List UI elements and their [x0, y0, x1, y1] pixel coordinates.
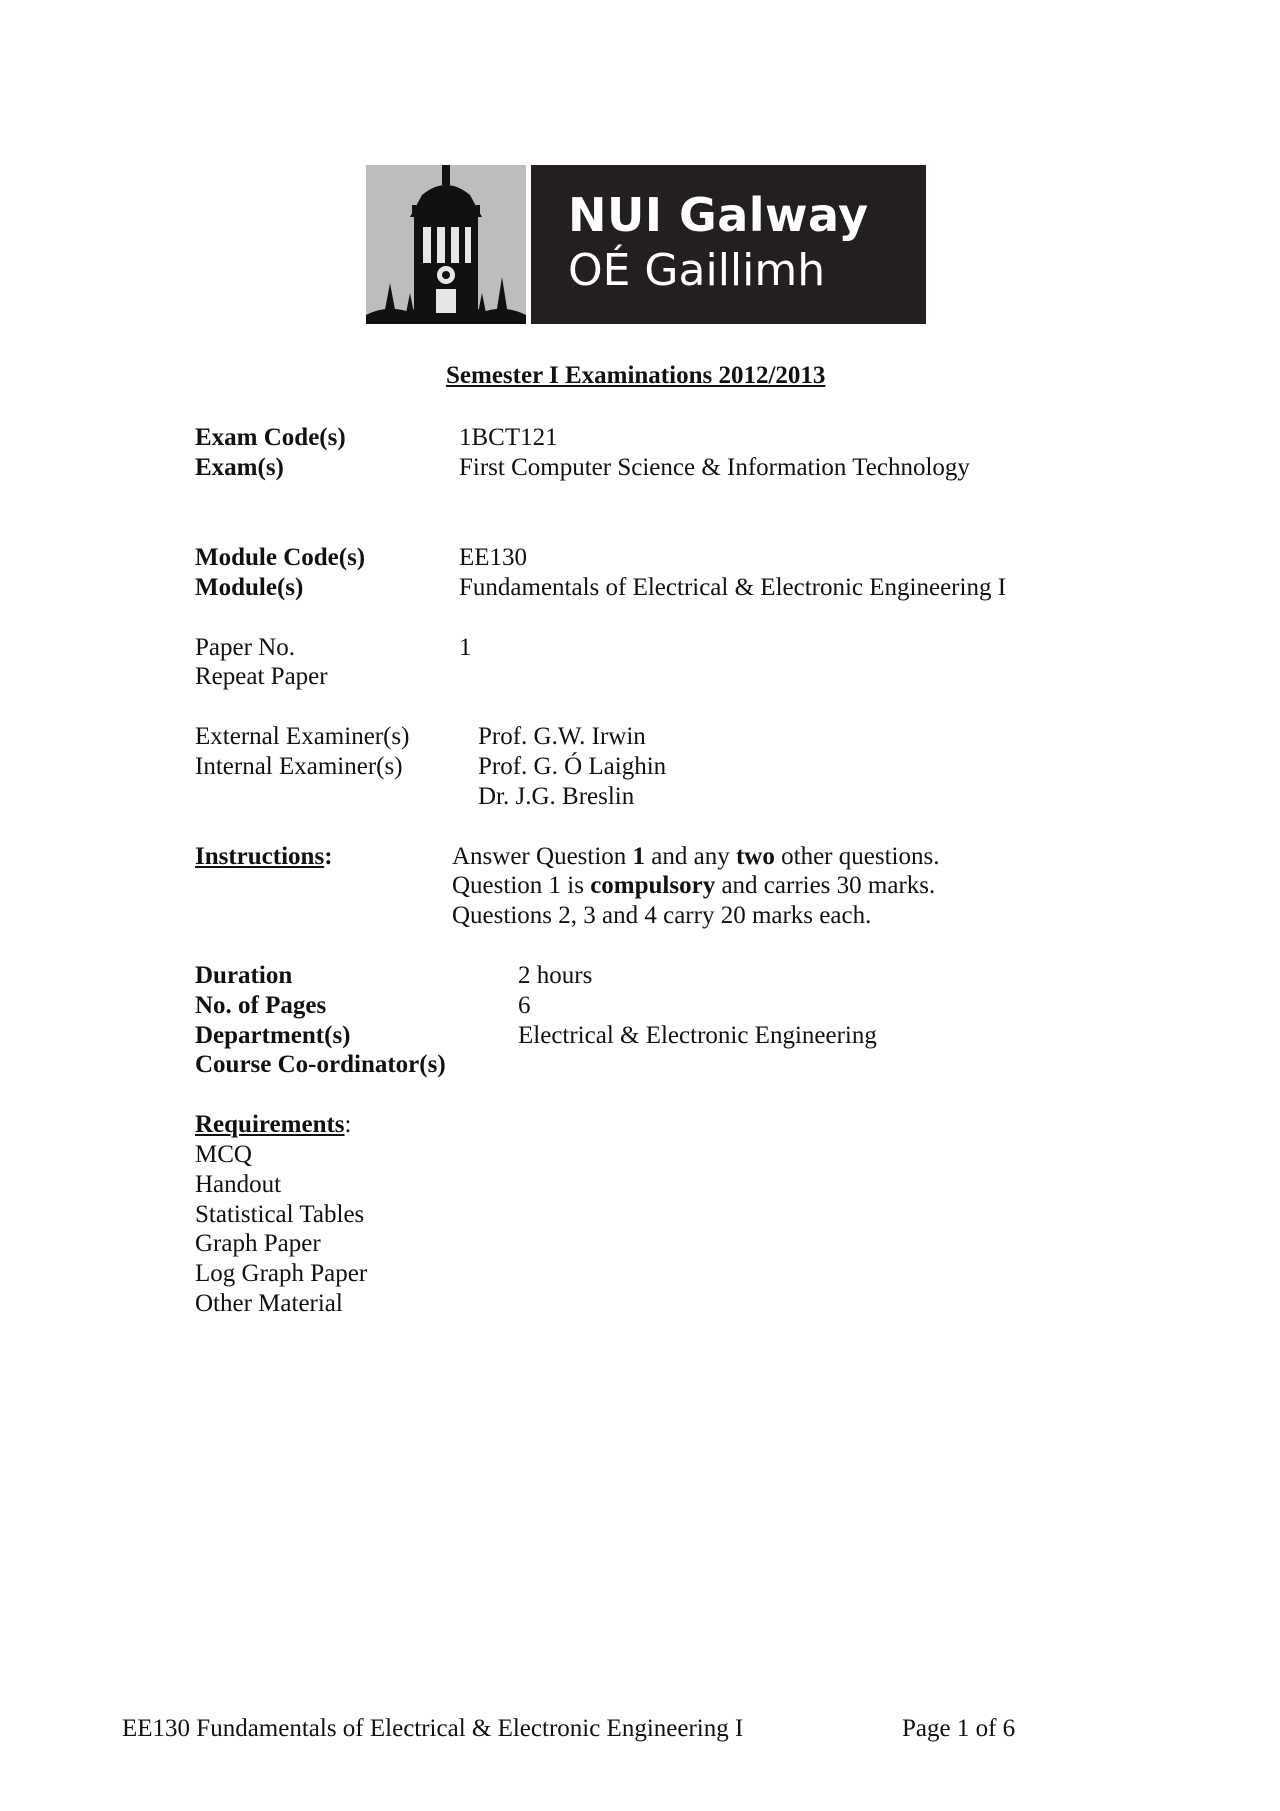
- text-run-bold: compulsory: [590, 872, 716, 899]
- pages-value: 6: [518, 992, 531, 1019]
- exam-name-label: Exam(s): [195, 454, 284, 481]
- instruction-line-3: Questions 2, 3 and 4 carry 20 marks each.: [452, 902, 872, 929]
- page-title: Semester I Examinations 2012/2013: [446, 362, 826, 389]
- requirements-colon: :: [344, 1111, 352, 1138]
- requirements-label: Requirements: [195, 1111, 345, 1138]
- duration-value: 2 hours: [518, 962, 593, 989]
- tower-emblem: [366, 165, 526, 324]
- text-run: Answer Question: [452, 843, 633, 870]
- paper-no-value: 1: [459, 634, 472, 661]
- coordinator-label: Course Co-ordinator(s): [195, 1051, 446, 1078]
- footer-page-number: Page 1 of 6: [902, 1715, 1016, 1742]
- instruction-line-2: [452, 871, 935, 901]
- text-run: and carries 30 marks.: [715, 872, 936, 899]
- internal-examiner-label: Internal Examiner(s): [195, 753, 403, 780]
- examiner-name: Prof. G. Ó Laighin: [478, 753, 667, 780]
- text-run: Question 1 is: [452, 872, 591, 899]
- instruction-line-1: [452, 842, 939, 872]
- duration-label: Duration: [195, 962, 293, 989]
- requirement-item: Log Graph Paper: [195, 1260, 368, 1287]
- text-run-bold: two: [735, 843, 775, 870]
- instructions-colon: :: [324, 843, 333, 870]
- exam-code-value: 1BCT121: [459, 424, 558, 451]
- paper-no-label: Paper No.: [195, 634, 295, 661]
- logo-name: NUI Galway: [568, 188, 869, 242]
- footer-module: EE130 Fundamentals of Electrical & Electronic Engineering I: [122, 1715, 744, 1742]
- university-logo: [366, 165, 926, 324]
- requirement-item: MCQ: [195, 1141, 252, 1168]
- module-code-label: Module Code(s): [195, 544, 366, 571]
- text-run-bold: 1: [632, 843, 646, 870]
- pages-label: No. of Pages: [195, 992, 327, 1019]
- instructions-label: Instructions: [195, 843, 325, 870]
- exam-name-value: First Computer Science & Information Technology: [459, 454, 970, 481]
- logo-irish-name: OÉ Gaillimh: [568, 245, 826, 296]
- requirements-heading: [195, 1110, 351, 1140]
- examiner-name: Prof. G.W. Irwin: [478, 723, 646, 750]
- requirement-item: Statistical Tables: [195, 1201, 365, 1228]
- repeat-paper-label: Repeat Paper: [195, 663, 328, 690]
- module-name-label: Module(s): [195, 574, 304, 601]
- requirement-item: Graph Paper: [195, 1230, 321, 1257]
- examiner-name: Dr. J.G. Breslin: [478, 783, 635, 810]
- external-examiner-label: External Examiner(s): [195, 723, 410, 750]
- module-name-value: Fundamentals of Electrical & Electronic Engineering I: [459, 574, 1007, 601]
- department-label: Department(s): [195, 1022, 351, 1049]
- department-value: Electrical & Electronic Engineering: [518, 1022, 877, 1049]
- requirement-item: Other Material: [195, 1290, 343, 1317]
- exam-code-label: Exam Code(s): [195, 424, 346, 451]
- text-run: other questions.: [774, 843, 940, 870]
- tower-icon: [366, 165, 526, 324]
- text-run: and any: [645, 843, 736, 870]
- module-code-value: EE130: [459, 544, 528, 571]
- instructions-heading: [195, 842, 333, 872]
- requirement-item: Handout: [195, 1171, 282, 1198]
